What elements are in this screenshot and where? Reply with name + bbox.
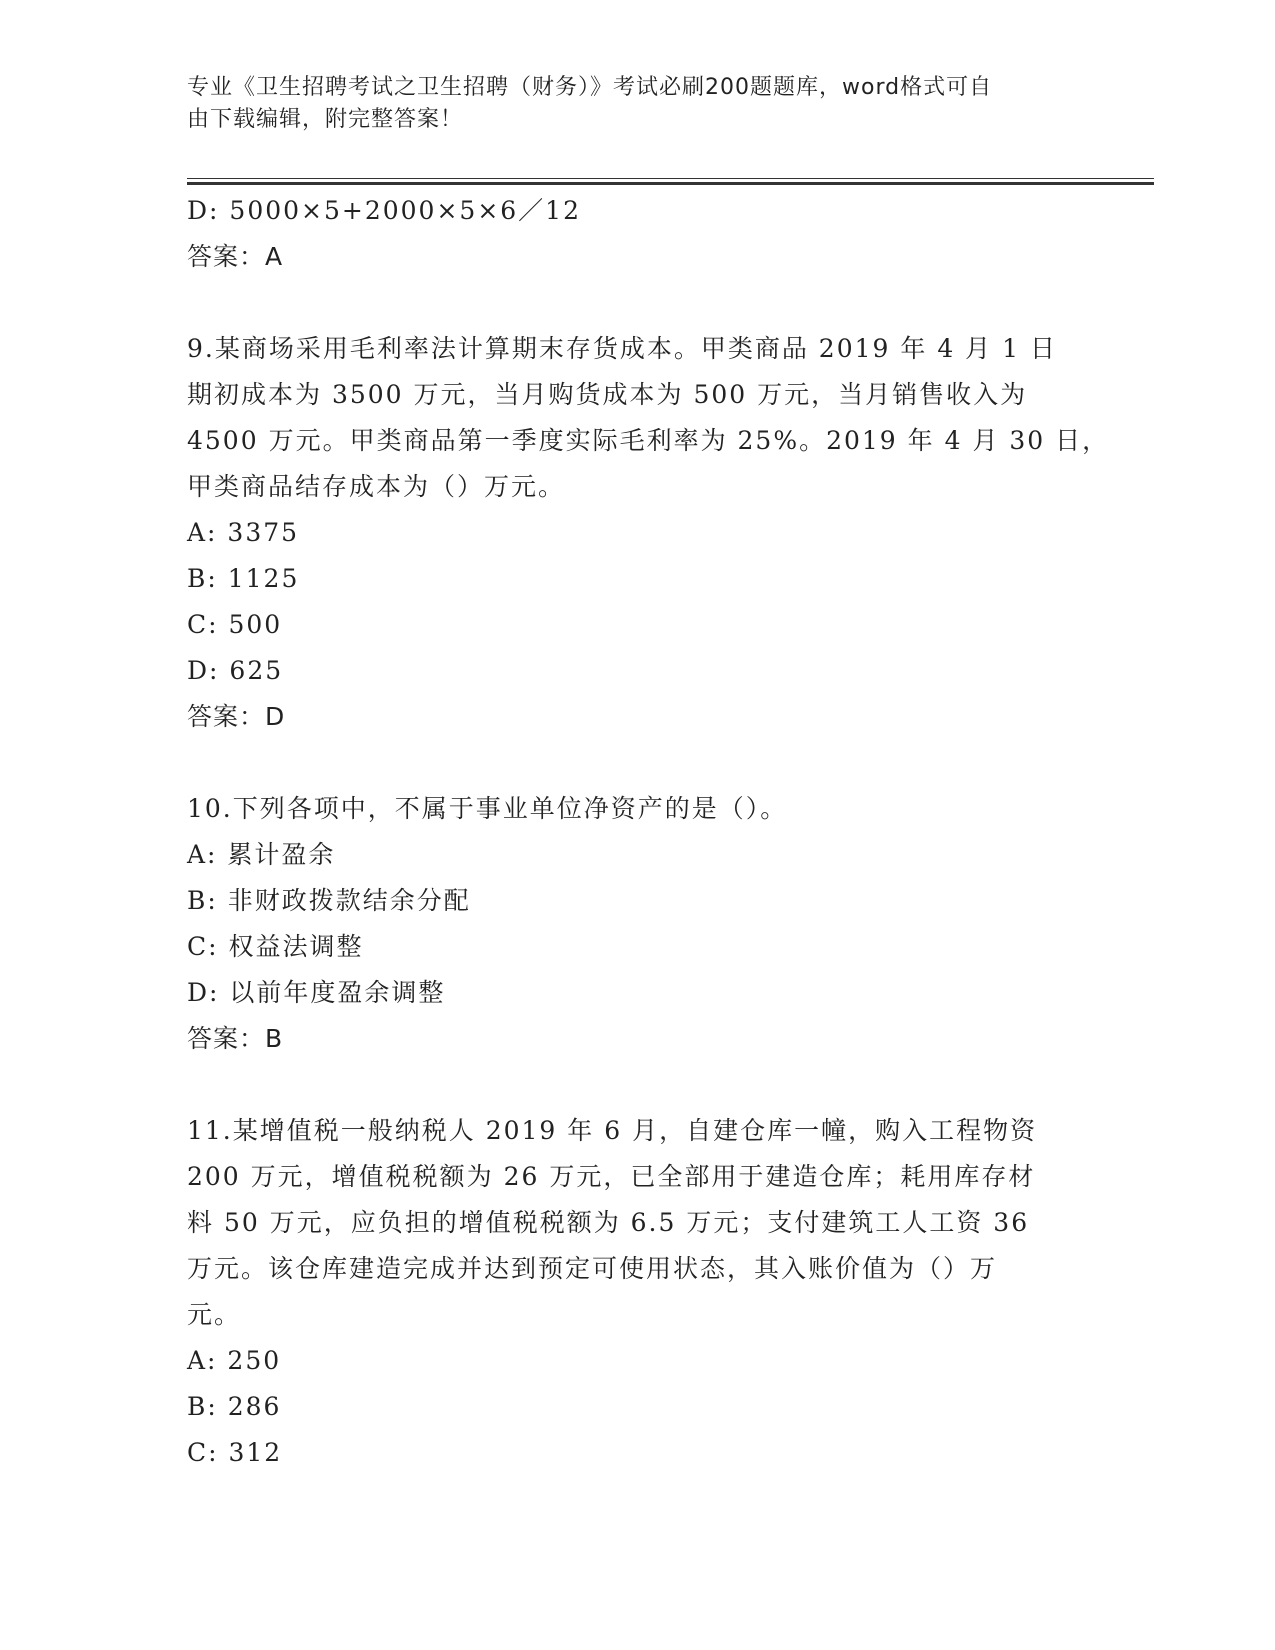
option-c: C: 312 (187, 1438, 283, 1467)
option-a: A: 累计盈余 (187, 840, 336, 869)
header-divider-thin (187, 178, 1154, 179)
question-text-line: 4500 万元。甲类商品第一季度实际毛利率为 25%。2019 年 4 月 30 日， (187, 426, 1110, 455)
answer-line: 答案：A (187, 242, 284, 271)
question-text-line: 200 万元，增值税税额为 26 万元，已全部用于建造仓库；耗用库存材 (187, 1162, 1036, 1191)
option-b: B: 非财政拨款结余分配 (187, 886, 471, 915)
header-line-2: 由下载编辑，附完整答案！ (187, 107, 464, 132)
option-b: B: 1125 (187, 564, 300, 593)
spacer (187, 740, 1087, 786)
option-d: D: 以前年度盈余调整 (187, 978, 446, 1007)
question-text-line: 期初成本为 3500 万元，当月购货成本为 500 万元，当月销售收入为 (187, 380, 1028, 409)
question-text-line: 11.某增值税一般纳税人 2019 年 6 月，自建仓库一幢，购入工程物资 (187, 1116, 1038, 1145)
option-c: C: 500 (187, 610, 283, 639)
question-text-line: 9.某商场采用毛利率法计算期末存货成本。甲类商品 2019 年 4 月 1 日 (187, 334, 1057, 363)
question-11 (187, 1108, 1087, 1476)
question-text-line: 10.下列各项中，不属于事业单位净资产的是（）。 (187, 794, 788, 823)
header-divider-thick (187, 182, 1154, 185)
option-c: C: 权益法调整 (187, 932, 364, 961)
question-10 (187, 786, 1087, 1062)
option-d: D: 625 (187, 656, 284, 685)
option-b: B: 286 (187, 1392, 282, 1421)
question-8-tail (187, 188, 1087, 280)
spacer (187, 280, 1087, 326)
question-text-line: 万元。该仓库建造完成并达到预定可使用状态，其入账价值为（）万 (187, 1254, 998, 1283)
option-a: A: 250 (187, 1346, 282, 1375)
page-header (187, 72, 1067, 136)
spacer (187, 1062, 1087, 1108)
question-text-line: 料 50 万元，应负担的增值税税额为 6.5 万元；支付建筑工人工资 36 (187, 1208, 1030, 1237)
option-a: A: 3375 (187, 518, 300, 547)
question-text-line: 元。 (187, 1300, 242, 1329)
header-line-1: 专业《卫生招聘考试之卫生招聘（财务）》考试必刷200题题库，word格式可自 (187, 75, 993, 100)
document-body (187, 188, 1110, 1476)
answer-line: 答案：B (187, 1024, 284, 1053)
question-text-line: 甲类商品结存成本为（）万元。 (187, 472, 566, 501)
option-d: D: 5000×5+2000×5×6／12 (187, 196, 581, 225)
answer-line: 答案：D (187, 702, 286, 731)
question-9 (187, 326, 1110, 740)
